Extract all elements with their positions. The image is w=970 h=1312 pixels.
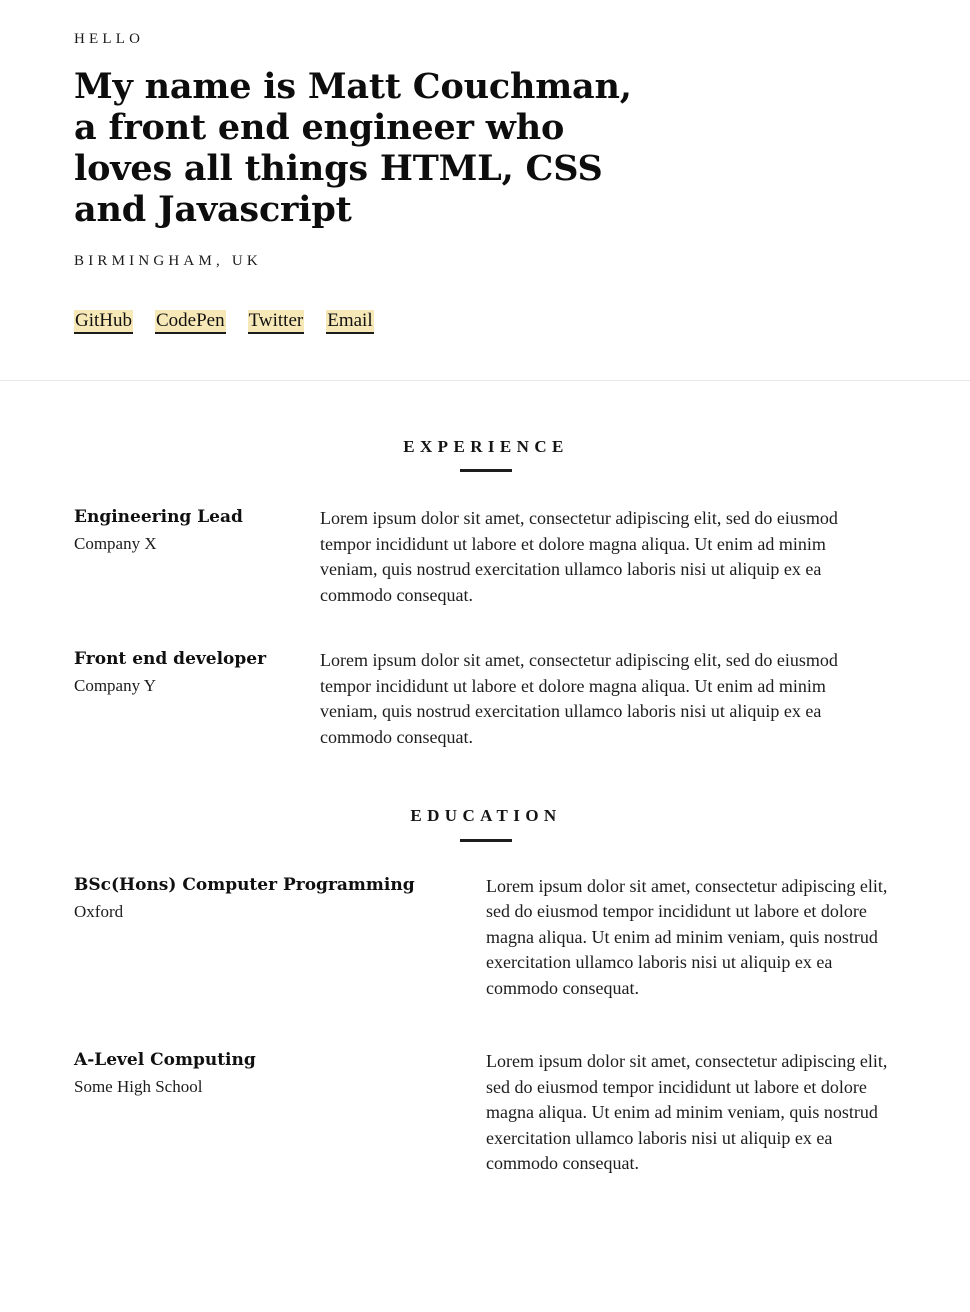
section-experience [0, 381, 970, 750]
education-institution: Some High School [74, 1077, 203, 1097]
link-twitter[interactable]: Twitter [248, 310, 305, 334]
experience-entry [74, 506, 898, 608]
link-codepen[interactable]: CodePen [155, 310, 226, 334]
social-links [74, 310, 898, 334]
page-title [74, 66, 634, 230]
experience-entries [74, 506, 898, 750]
experience-entry [74, 648, 898, 750]
experience-heading-block [74, 381, 898, 472]
experience-entry-meta [74, 648, 320, 697]
education-qualification: A-Level Computing [74, 1050, 256, 1071]
headline-line-1: My name is Matt Couchman, [74, 66, 632, 107]
experience-company: Company X [74, 534, 157, 554]
headline-line-2: a front end engineer who [74, 107, 565, 148]
experience-entry-body [320, 506, 876, 608]
link-github[interactable]: GitHub [74, 310, 133, 334]
eyebrow-hello: HELLO [74, 31, 145, 47]
headline-line-3: loves all things HTML, CSS [74, 148, 603, 189]
experience-entry-meta [74, 506, 320, 555]
education-description: Lorem ipsum dolor sit amet, consectetur adipiscing elit, sed do eiusmod tempor incididunt ut labore et dolore magna aliqua. Ut enim ad minim veniam, quis nostrud exercitation ullamco laboris nisi ut aliquip ex ea commodo consequat. [486, 875, 888, 998]
intro-header [0, 0, 970, 380]
section-underline-education [460, 839, 512, 842]
experience-entry-body [320, 648, 876, 750]
experience-company: Company Y [74, 676, 157, 696]
education-entry [74, 1049, 898, 1177]
education-entry-body [486, 874, 898, 1002]
section-title-education: EDUCATION [410, 806, 562, 826]
education-entry-meta [74, 1049, 486, 1098]
education-description: Lorem ipsum dolor sit amet, consectetur adipiscing elit, sed do eiusmod tempor incididunt ut labore et dolore magna aliqua. Ut enim ad minim veniam, quis nostrud exercitation ullamco laboris nisi ut aliquip ex ea commodo consequat. [486, 1051, 888, 1174]
education-entry-body [486, 1049, 898, 1177]
location-label: BIRMINGHAM, UK [74, 253, 262, 269]
page-tail-spacer [0, 1225, 970, 1265]
experience-description: Lorem ipsum dolor sit amet, consectetur adipiscing elit, sed do eiusmod tempor incididunt ut labore et dolore magna aliqua. Ut enim ad minim veniam, quis nostrud exercitation ullamco laboris nisi ut aliquip ex ea commodo consequat. [320, 650, 838, 747]
section-underline-experience [460, 469, 512, 472]
education-entry-meta [74, 874, 486, 923]
section-education [0, 750, 970, 1176]
experience-role: Engineering Lead [74, 507, 243, 528]
education-heading-block [74, 750, 898, 841]
education-qualification: BSc(Hons) Computer Programming [74, 874, 415, 895]
link-email[interactable]: Email [326, 310, 373, 334]
experience-description: Lorem ipsum dolor sit amet, consectetur adipiscing elit, sed do eiusmod tempor incididunt ut labore et dolore magna aliqua. Ut enim ad minim veniam, quis nostrud exercitation ullamco laboris nisi ut aliquip ex ea commodo consequat. [320, 508, 838, 605]
section-title-experience: EXPERIENCE [403, 437, 569, 456]
headline-line-4: and Javascript [74, 189, 352, 230]
education-entries [74, 874, 898, 1177]
education-entry [74, 874, 898, 1002]
experience-role: Front end developer [74, 649, 267, 670]
education-institution: Oxford [74, 901, 124, 921]
